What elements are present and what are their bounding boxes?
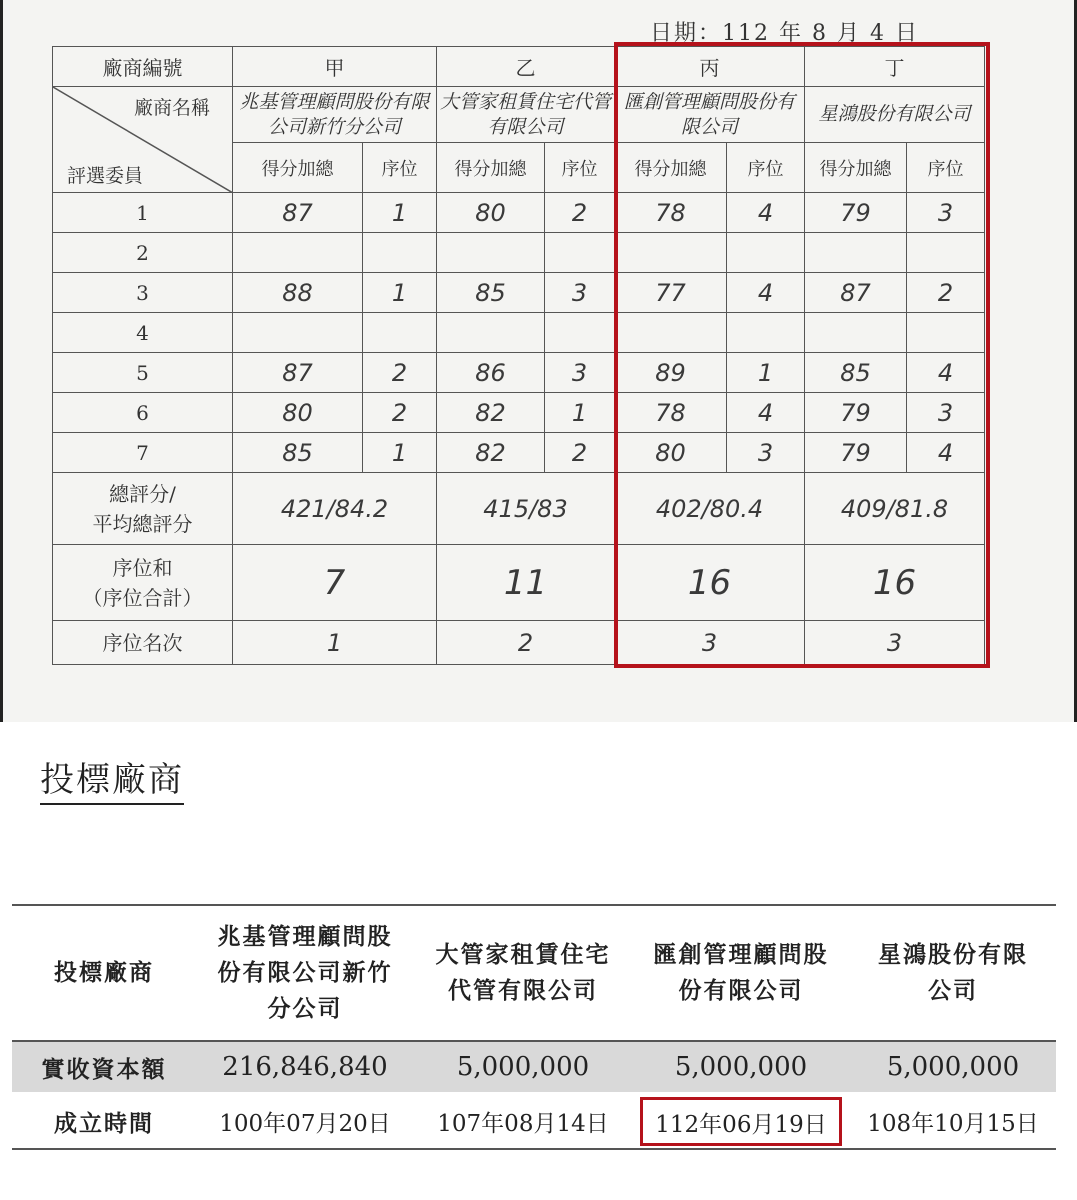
rank-sum-d: 16	[805, 545, 985, 621]
rank-header: 序位	[907, 143, 985, 193]
established-cell	[632, 1093, 850, 1149]
rank-cell	[545, 313, 615, 353]
bidder-name-line: 匯創管理顧問股	[653, 941, 829, 968]
total-score-a: 421/84.2	[233, 473, 437, 545]
capital-value: 216,846,840	[196, 1041, 414, 1093]
established-label: 成立時間	[12, 1093, 196, 1149]
rank-cell: 3	[545, 353, 615, 393]
rank-cell: 4	[727, 393, 805, 433]
rank-sum-label-line2: （序位合計）	[82, 585, 203, 610]
rank-header: 序位	[545, 143, 615, 193]
bidder-name	[850, 905, 1056, 1041]
vendor-name-b: 大管家租賃住宅代管有限公司	[437, 87, 615, 143]
rank-sum-c: 16	[615, 545, 805, 621]
rank-cell: 1	[727, 353, 805, 393]
score-cell: 77	[615, 273, 727, 313]
bidder-name-line: 份有限公司	[678, 977, 804, 1004]
committee-member-number: 5	[53, 353, 233, 393]
established-cell	[414, 1093, 632, 1149]
committee-member-number: 6	[53, 393, 233, 433]
score-header: 得分加總	[233, 143, 363, 193]
vendor-code-c: 丙	[615, 47, 805, 87]
committee-member-number: 1	[53, 193, 233, 233]
capital-value: 5,000,000	[414, 1041, 632, 1093]
score-cell: 85	[233, 433, 363, 473]
capital-value: 5,000,000	[850, 1041, 1056, 1093]
score-cell: 88	[233, 273, 363, 313]
rank-cell: 3	[545, 273, 615, 313]
rank-cell: 4	[907, 433, 985, 473]
rank-cell: 2	[363, 393, 437, 433]
rank-cell	[545, 233, 615, 273]
score-cell: 87	[233, 353, 363, 393]
rank-cell: 2	[545, 193, 615, 233]
committee-member-number: 7	[53, 433, 233, 473]
total-score-c: 402/80.4	[615, 473, 805, 545]
score-cell: 80	[615, 433, 727, 473]
vendor-no-label: 廠商編號	[53, 47, 233, 87]
vendor-code-d: 丁	[805, 47, 985, 87]
bidder-name-line: 公司	[928, 977, 978, 1004]
score-cell: 79	[805, 193, 907, 233]
rank-cell: 1	[363, 273, 437, 313]
bidder-name	[196, 905, 414, 1041]
rank-order-c: 3	[615, 621, 805, 665]
score-cell: 89	[615, 353, 727, 393]
scan-border-left	[0, 0, 3, 722]
rank-order-b: 2	[437, 621, 615, 665]
sheet-date: 日期：112 年 8 月 4 日	[650, 21, 919, 46]
rank-sum-label-line1: 序位和	[112, 555, 173, 580]
rank-header: 序位	[363, 143, 437, 193]
score-cell: 86	[437, 353, 545, 393]
score-cell: 78	[615, 193, 727, 233]
rank-cell: 2	[907, 273, 985, 313]
bidder-name-line: 代管有限公司	[448, 977, 598, 1004]
rank-cell: 2	[363, 353, 437, 393]
score-header: 得分加總	[805, 143, 907, 193]
total-score-label-line2: 平均總評分	[92, 511, 193, 536]
vendor-name-d: 星鴻股份有限公司	[805, 87, 985, 143]
established-date: 107年08月14日	[437, 1110, 609, 1137]
bidder-name-line: 份有限公司新竹	[217, 959, 393, 986]
total-score-b: 415/83	[437, 473, 615, 545]
bidder-name	[414, 905, 632, 1041]
score-cell: 78	[615, 393, 727, 433]
committee-member-number: 4	[53, 313, 233, 353]
score-cell: 79	[805, 393, 907, 433]
established-cell	[196, 1093, 414, 1149]
score-cell: 79	[805, 433, 907, 473]
vendor-name-c: 匯創管理顧問股份有限公司	[615, 87, 805, 143]
total-score-label	[53, 473, 233, 545]
bidder-name-line: 分公司	[267, 995, 343, 1022]
capital-row	[12, 1041, 1056, 1093]
established-row	[12, 1093, 1056, 1149]
score-cell	[233, 313, 363, 353]
rank-cell: 2	[545, 433, 615, 473]
score-header: 得分加總	[437, 143, 545, 193]
rank-sum-a: 7	[233, 545, 437, 621]
rank-cell	[363, 233, 437, 273]
bidders-table	[12, 904, 1056, 1150]
score-cell: 87	[233, 193, 363, 233]
rank-order-label: 序位名次	[53, 621, 233, 665]
diagonal-header-cell	[53, 87, 233, 193]
score-cell: 85	[805, 353, 907, 393]
capital-label: 實收資本額	[12, 1041, 196, 1093]
bidders-header-label: 投標廠商	[12, 905, 196, 1041]
score-cell	[233, 233, 363, 273]
score-cell: 80	[233, 393, 363, 433]
score-cell: 82	[437, 433, 545, 473]
highlight-box-vendors-c-d	[614, 42, 990, 668]
rank-cell: 1	[363, 193, 437, 233]
total-score-d: 409/81.8	[805, 473, 985, 545]
established-cell	[850, 1093, 1056, 1149]
bidder-name-line: 大管家租賃住宅	[435, 941, 611, 968]
rank-cell: 1	[545, 393, 615, 433]
established-date-highlighted: 112年06月19日	[640, 1097, 841, 1146]
rank-cell: 3	[727, 433, 805, 473]
rank-cell: 3	[907, 393, 985, 433]
rank-header: 序位	[727, 143, 805, 193]
established-date: 100年07月20日	[219, 1110, 391, 1137]
rank-order-a: 1	[233, 621, 437, 665]
committee-member-number: 3	[53, 273, 233, 313]
rank-sum-b: 11	[437, 545, 615, 621]
score-header: 得分加總	[615, 143, 727, 193]
bidders-header-row	[12, 905, 1056, 1041]
rank-sum-label	[53, 545, 233, 621]
vendor-name-label: 廠商名稱	[133, 97, 210, 119]
score-cell: 80	[437, 193, 545, 233]
rank-cell: 3	[907, 193, 985, 233]
bidder-name-line: 兆基管理顧問股	[217, 923, 393, 950]
vendor-name-a: 兆基管理顧問股份有限公司新竹分公司	[233, 87, 437, 143]
rank-cell: 4	[727, 273, 805, 313]
bidder-name-line: 星鴻股份有限	[878, 941, 1028, 968]
total-score-label-line1: 總評分/	[109, 481, 176, 506]
rank-cell: 4	[727, 193, 805, 233]
score-cell	[437, 233, 545, 273]
rank-order-d: 3	[805, 621, 985, 665]
rank-cell: 1	[363, 433, 437, 473]
capital-value: 5,000,000	[632, 1041, 850, 1093]
committee-member-number: 2	[53, 233, 233, 273]
score-cell	[437, 313, 545, 353]
established-date: 108年10月15日	[867, 1110, 1039, 1137]
rank-cell	[363, 313, 437, 353]
vendor-code-b: 乙	[437, 47, 615, 87]
bidder-name	[632, 905, 850, 1041]
vendor-code-a: 甲	[233, 47, 437, 87]
score-cell: 87	[805, 273, 907, 313]
score-cell: 82	[437, 393, 545, 433]
rank-cell: 4	[907, 353, 985, 393]
score-cell: 85	[437, 273, 545, 313]
section-heading: 投標廠商	[40, 752, 184, 805]
committee-label: 評選委員	[67, 165, 144, 187]
